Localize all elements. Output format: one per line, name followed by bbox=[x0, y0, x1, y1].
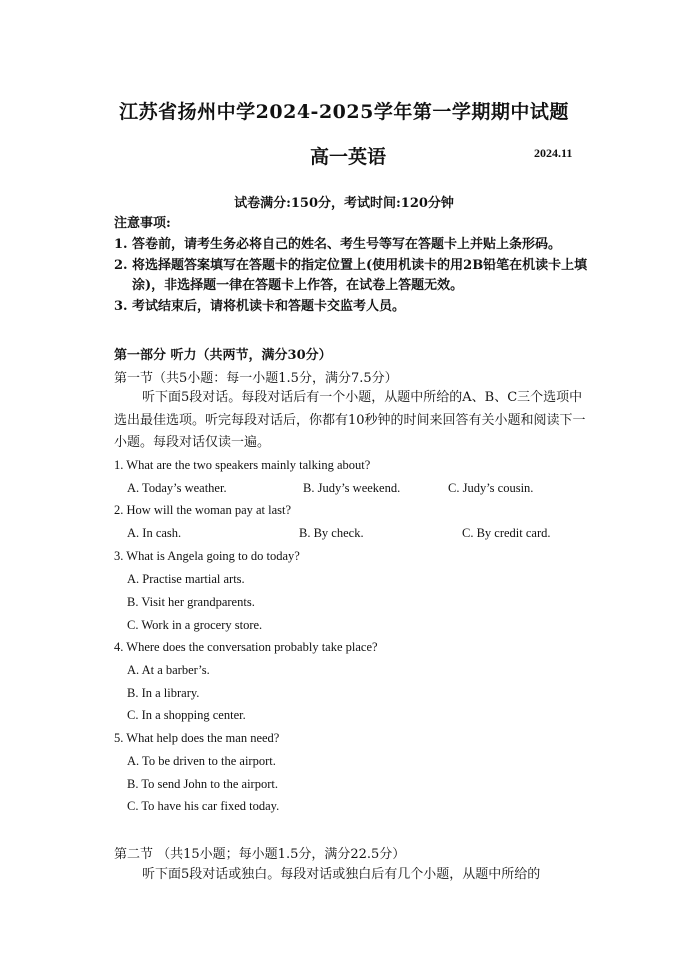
question-option: B. Judy’s weekend. bbox=[303, 481, 401, 495]
note-number: 2. bbox=[114, 258, 128, 273]
question-option: C. Work in a grocery store. bbox=[127, 618, 263, 632]
section1-instructions: 听下面5段对话。每段对话后有一个小题，从题中所给的A、B、C三个选项中选出最佳选项。听完每段对话后，你都有10秒钟的时间来回答有关小题和阅读下一小题。每段对话仅读一遍。 bbox=[114, 390, 586, 450]
question-option: A. To be driven to the airport. bbox=[127, 754, 276, 768]
question-option: B. By check. bbox=[299, 526, 364, 540]
question-option: B. To send John to the airport. bbox=[127, 777, 278, 791]
note-text: 将选择题答案填写在答题卡的指定位置上(使用机读卡的用2B铅笔在机读卡上填涂)，非选择题一律在答题卡上作答，在试卷上答题无效。 bbox=[132, 258, 588, 293]
notes-block bbox=[114, 212, 594, 318]
note-text: 答卷前，请考生务必将自己的姓名、考生号等写在答题卡上并贴上条形码。 bbox=[132, 237, 562, 252]
note-item bbox=[114, 297, 594, 317]
note-number: 1. bbox=[114, 237, 128, 252]
note-text: 考试结束后，请将机读卡和答题卡交监考人员。 bbox=[132, 299, 406, 314]
question-option: C. By credit card. bbox=[462, 526, 551, 540]
question-option: A. At a barber’s. bbox=[127, 663, 210, 677]
note-item bbox=[114, 235, 594, 255]
exam-meta: 试卷满分:150分，考试时间:120分钟 bbox=[234, 196, 454, 211]
question-option: B. Visit her grandparents. bbox=[127, 595, 255, 609]
question-stem: 5. What help does the man need? bbox=[114, 731, 280, 745]
question-option: C. Judy’s cousin. bbox=[448, 481, 534, 495]
question-option: A. Practise martial arts. bbox=[127, 572, 245, 586]
question-option: A. In cash. bbox=[127, 526, 182, 540]
question-option: C. In a shopping center. bbox=[127, 708, 246, 722]
exam-title: 江苏省扬州中学2024-2025学年第一学期期中试题 bbox=[119, 101, 569, 123]
question-option: A. Today’s weather. bbox=[127, 481, 227, 495]
section2-instructions: 听下面5段对话或独白。每段对话或独白后有几个小题，从题中所给的 bbox=[142, 867, 541, 882]
question-stem: 2. How will the woman pay at last? bbox=[114, 503, 292, 517]
question-stem: 3. What is Angela going to do today? bbox=[114, 549, 300, 563]
exam-date: 2024.11 bbox=[534, 146, 573, 160]
question-stem: 4. Where does the conversation probably take place? bbox=[114, 640, 378, 654]
note-number: 3. bbox=[114, 299, 128, 314]
note-item bbox=[114, 256, 594, 296]
section2-title: 第二节 （共15小题；每小题1.5分，满分22.5分） bbox=[114, 847, 406, 862]
part1-title: 第一部分 听力（共两节，满分30分） bbox=[114, 348, 332, 363]
question-option: C. To have his car fixed today. bbox=[127, 799, 280, 813]
question-option: B. In a library. bbox=[127, 686, 200, 700]
exam-subtitle: 高一英语 bbox=[310, 146, 387, 168]
question-stem: 1. What are the two speakers mainly talking about? bbox=[114, 458, 371, 472]
notes-title: 注意事项: bbox=[114, 216, 171, 231]
section1-title: 第一节（共5小题：每一小题1.5分，满分7.5分） bbox=[114, 371, 398, 386]
